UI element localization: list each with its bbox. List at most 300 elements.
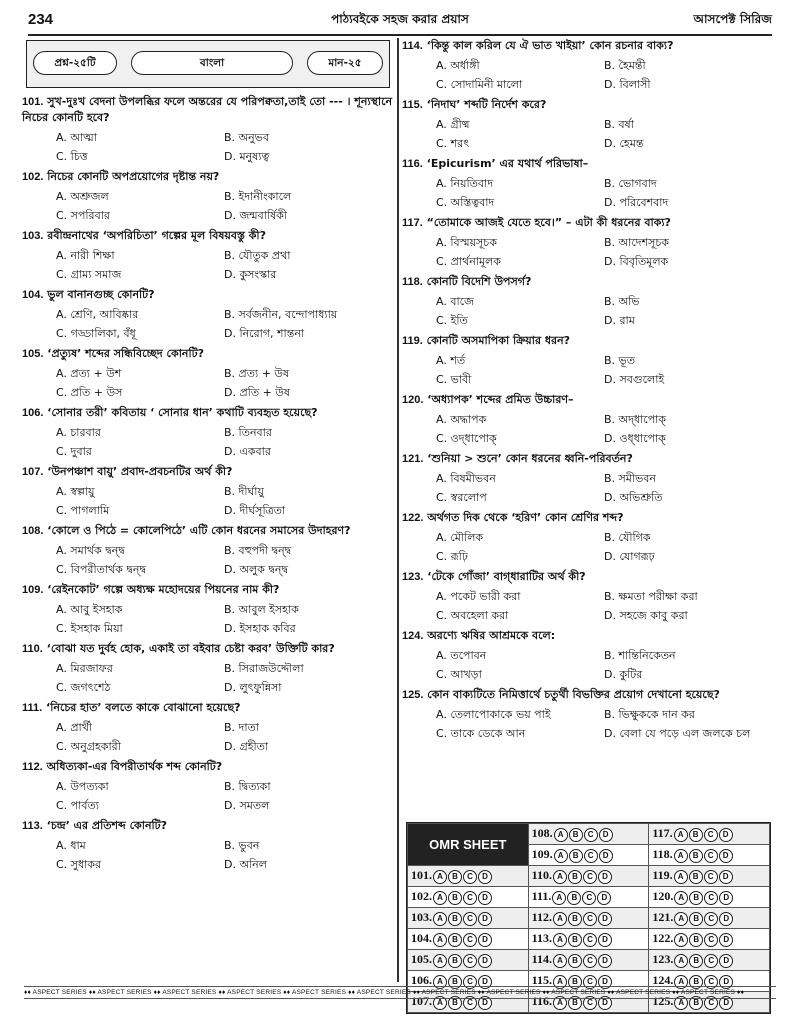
answer-bubble[interactable]: D <box>598 912 612 926</box>
answer-bubble[interactable]: D <box>478 891 492 905</box>
question-text <box>22 582 397 598</box>
question-stem: ‘কোলে ও পিঠে = কোলেপিঠে’ এটি কোন ধরনের সমাসের উদাহরণ? <box>47 524 351 537</box>
question-text <box>22 818 397 834</box>
answer-bubble[interactable]: C <box>704 975 718 989</box>
answer-bubble[interactable]: A <box>674 912 688 926</box>
question <box>22 641 397 695</box>
answer-option: B. শান্তিনিকেতন <box>604 649 676 662</box>
omr-question-number: 104. <box>411 931 432 946</box>
question-stem: ‘কিন্তু কাল করিল যে ঐ ভাত খাইয়া’ কোন রচনার বাক্য? <box>426 39 674 52</box>
option-grid <box>22 838 397 872</box>
omr-cell <box>528 824 649 845</box>
question-number: 113. <box>22 820 43 832</box>
omr-cell <box>649 908 770 929</box>
question-number: 107. <box>22 466 44 478</box>
answer-bubble[interactable]: C <box>704 912 718 926</box>
column-divider <box>397 38 399 982</box>
question <box>22 700 397 754</box>
question-text <box>22 228 397 244</box>
omr-question-number: 119. <box>652 868 673 883</box>
answer-option: B. ভূত <box>604 354 635 367</box>
answer-option: B. হৈমন্তী <box>604 59 646 72</box>
omr-question-number: 117. <box>652 826 673 841</box>
answer-bubble[interactable]: D <box>478 933 492 947</box>
omr-row <box>408 908 770 929</box>
answer-option: A. স্বল্পায়ু <box>56 485 95 498</box>
question-number: 115. <box>402 99 423 111</box>
question-stem: ‘Epicurism’ এর যথার্থ পরিভাষা– <box>426 157 589 170</box>
answer-bubble[interactable]: C <box>704 954 718 968</box>
question-stem: ‘চন্দ্র’ এর প্রতিশব্দ কোনটি? <box>46 819 168 832</box>
answer-option: A. মিরজাফর <box>56 662 113 675</box>
answer-bubble[interactable]: B <box>689 891 703 905</box>
answer-bubble[interactable]: A <box>674 954 688 968</box>
omr-cell <box>528 929 649 950</box>
answer-bubble[interactable]: D <box>719 975 733 989</box>
question-text <box>22 94 397 126</box>
omr-title: OMR SHEET <box>408 824 529 866</box>
answer-bubble[interactable]: D <box>478 870 492 884</box>
answer-option: A. প্রত্য + উশ <box>56 367 122 380</box>
question-text <box>402 510 774 526</box>
question-text <box>22 523 397 539</box>
answer-bubble[interactable]: B <box>448 954 462 968</box>
omr-row <box>408 866 770 887</box>
answer-bubble[interactable]: A <box>433 996 447 1010</box>
question-number: 120. <box>402 394 424 406</box>
omr-cell <box>408 908 529 929</box>
omr-question-number: 123. <box>652 952 674 967</box>
answer-bubble[interactable]: C <box>584 828 598 842</box>
option-grid <box>22 189 397 223</box>
answer-bubble[interactable]: C <box>583 933 597 947</box>
answer-bubble[interactable]: B <box>689 912 703 926</box>
answer-option: D. জন্মবার্ষিকী <box>224 209 287 222</box>
answer-option: C. সোদামিনী মালো <box>436 78 523 91</box>
answer-option: B. ইদানীংকালে <box>224 190 292 203</box>
question <box>22 228 397 282</box>
answer-option: B. যৌগিক <box>604 531 651 544</box>
question-number: 124. <box>402 630 424 642</box>
question <box>22 523 397 577</box>
question <box>22 818 397 872</box>
question-stem: অধিত্যকা-এর বিপরীতার্থক শব্দ কোনটি? <box>46 760 223 773</box>
question-stem: ‘সোনার তরী’ কবিতায় ‘ সোনার ধান’ কথাটি ব্যবহৃত হয়েছে? <box>47 406 318 419</box>
answer-bubble[interactable]: A <box>433 912 447 926</box>
question-number: 101. <box>22 96 44 108</box>
answer-bubble[interactable]: A <box>554 828 568 842</box>
answer-option: A. নারী শিক্ষা <box>56 249 115 262</box>
answer-bubble[interactable]: D <box>598 975 612 989</box>
answer-option: D. পরিবেশবাদ <box>604 196 669 209</box>
answer-bubble[interactable]: A <box>553 912 567 926</box>
answer-option: A. শর্ত <box>436 354 466 367</box>
answer-option: B. তিনবার <box>224 426 272 439</box>
question <box>402 274 774 328</box>
answer-bubble[interactable]: C <box>584 849 598 863</box>
question-number: 121. <box>402 453 424 465</box>
question-number: 103. <box>22 230 44 242</box>
option-grid <box>22 130 397 164</box>
answer-bubble[interactable]: B <box>569 849 583 863</box>
option-grid <box>402 353 774 387</box>
answer-bubble[interactable]: C <box>583 870 597 884</box>
omr-cell <box>528 887 649 908</box>
option-grid <box>402 117 774 151</box>
answer-bubble[interactable]: A <box>674 828 688 842</box>
omr-cell <box>649 824 770 845</box>
answer-bubble[interactable]: D <box>598 996 612 1010</box>
question-stem: ‘নিচের হাত’ বলতে কাকে বোঝানো হয়েছে? <box>46 701 241 714</box>
question-number: 117. <box>402 217 423 229</box>
answer-option: D. লুৎফুন্নিসা <box>224 681 282 694</box>
omr-cell <box>649 929 770 950</box>
answer-bubble[interactable]: A <box>553 870 567 884</box>
answer-bubble[interactable]: B <box>689 849 703 863</box>
omr-cell <box>408 950 529 971</box>
answer-bubble[interactable]: A <box>674 996 688 1010</box>
omr-cell <box>649 950 770 971</box>
question <box>402 392 774 446</box>
answer-bubble[interactable]: D <box>598 933 612 947</box>
question <box>22 346 397 400</box>
answer-option: C. জগৎশেঠ <box>56 681 111 694</box>
answer-option: B. অনুভব <box>224 131 269 144</box>
omr-question-number: 108. <box>531 826 553 841</box>
answer-option: C. সুধাকর <box>56 858 102 871</box>
answer-option: A. শ্রেণি, আবিষ্কার <box>56 308 139 321</box>
left-question-list <box>22 94 397 872</box>
omr-cell <box>528 845 649 866</box>
answer-option: B. সর্বজনীন, বন্দোপাধ্যায় <box>224 308 338 321</box>
answer-bubble[interactable]: C <box>463 996 477 1010</box>
answer-option: B. ভুবন <box>224 839 260 852</box>
page-header <box>28 6 772 36</box>
answer-bubble[interactable]: B <box>568 933 582 947</box>
answer-option: D. কুটির <box>604 668 643 681</box>
omr-question-number: 118. <box>652 847 673 862</box>
answer-bubble[interactable]: B <box>689 954 703 968</box>
answer-bubble[interactable]: B <box>448 891 462 905</box>
answer-option: C. আখড়া <box>436 668 482 681</box>
series-name: আসপেক্ট সিরিজ <box>693 12 772 26</box>
answer-bubble[interactable]: B <box>568 912 582 926</box>
question-number: 105. <box>22 348 44 360</box>
answer-option: B. আদেশসূচক <box>604 236 669 249</box>
answer-option: D. রাম <box>604 314 635 327</box>
answer-bubble[interactable]: B <box>568 975 582 989</box>
answer-bubble[interactable]: D <box>719 828 733 842</box>
answer-bubble[interactable]: B <box>569 828 583 842</box>
question <box>22 464 397 518</box>
question-text <box>402 687 774 703</box>
answer-bubble[interactable]: C <box>704 870 718 884</box>
answer-option: A. নিয়তিবাদ <box>436 177 494 190</box>
question-number: 119. <box>402 335 423 347</box>
left-column <box>22 38 397 877</box>
answer-option: B. বহুপদী দ্বন্দ্ব <box>224 544 292 557</box>
answer-bubble[interactable]: B <box>568 954 582 968</box>
option-grid <box>402 235 774 269</box>
question-stem: ‘টেকে গোঁজা’ বাগ্‌ধারাটির অর্থ কী? <box>427 570 586 583</box>
option-grid <box>22 366 397 400</box>
answer-bubble[interactable]: B <box>448 870 462 884</box>
question-text <box>402 451 774 467</box>
answer-bubble[interactable]: D <box>478 996 492 1010</box>
answer-option: A. প্রার্থী <box>56 721 92 734</box>
answer-bubble[interactable]: D <box>598 954 612 968</box>
answer-bubble[interactable]: C <box>583 912 597 926</box>
answer-option: C. প্রার্থনামূলক <box>436 255 501 268</box>
answer-bubble[interactable]: D <box>598 870 612 884</box>
question-text <box>22 346 397 362</box>
omr-row <box>408 950 770 971</box>
answer-bubble[interactable]: A <box>674 933 688 947</box>
option-grid <box>402 176 774 210</box>
answer-bubble[interactable]: D <box>719 954 733 968</box>
answer-option: D. মনুষ্যত্ব <box>224 150 270 163</box>
omr-question-number: 116. <box>531 994 552 1009</box>
answer-option: B. প্রত্য + উষ <box>224 367 290 380</box>
answer-option: A. অশ্রুজল <box>56 190 109 203</box>
answer-bubble[interactable]: D <box>599 828 613 842</box>
question-text <box>402 392 774 408</box>
answer-option: C. প্রতি + উস <box>56 386 123 399</box>
option-grid <box>402 412 774 446</box>
answer-bubble[interactable]: C <box>463 870 477 884</box>
answer-bubble[interactable]: A <box>433 891 447 905</box>
question-stem: সুখ-দুঃখ বেদনা উপলব্ধির ফলে অন্তরের যে পরিপক্বতা,তাই তো --- । শূন্যস্থানে নিচের কোনটি হবে? <box>22 95 393 124</box>
question-text <box>402 274 774 290</box>
answer-bubble[interactable]: A <box>674 975 688 989</box>
question-number: 110. <box>22 643 43 655</box>
question-stem: ‘নিদাঘ’ শব্দটি নির্দেশ করে? <box>426 98 547 111</box>
answer-option: A. তপোবন <box>436 649 487 662</box>
answer-bubble[interactable]: D <box>719 996 733 1010</box>
answer-bubble[interactable]: B <box>689 828 703 842</box>
answer-bubble[interactable]: C <box>463 891 477 905</box>
answer-option: A. বিষমীভবন <box>436 472 496 485</box>
omr-question-number: 101. <box>411 868 432 883</box>
question-text <box>402 215 774 231</box>
question <box>402 97 774 151</box>
question <box>402 333 774 387</box>
question-number: 106. <box>22 407 44 419</box>
option-grid <box>402 471 774 505</box>
answer-option: A. গ্রীষ্ম <box>436 118 470 131</box>
option-grid <box>22 543 397 577</box>
answer-option: C. রূঢ়ি <box>436 550 468 563</box>
answer-bubble[interactable]: C <box>463 954 477 968</box>
answer-option: D. গ্রহীতা <box>224 740 269 753</box>
answer-bubble[interactable]: D <box>478 975 492 989</box>
answer-bubble[interactable]: B <box>568 996 582 1010</box>
answer-option: C. স্বরলোপ <box>436 491 487 504</box>
answer-option: C. সপরিবার <box>56 209 110 222</box>
answer-bubble[interactable]: C <box>704 828 718 842</box>
question-text <box>22 641 397 657</box>
answer-bubble[interactable]: B <box>448 912 462 926</box>
omr-cell <box>528 908 649 929</box>
option-grid <box>22 484 397 518</box>
question <box>402 451 774 505</box>
question-number: 109. <box>22 584 44 596</box>
answer-bubble[interactable]: C <box>463 933 477 947</box>
answer-bubble[interactable]: C <box>583 954 597 968</box>
answer-bubble[interactable]: D <box>719 870 733 884</box>
question-stem: কোন বাক্যটিতে নিমিত্তার্থে চতুর্থী বিভক্তির প্রয়োগ দেখানো হয়েছে? <box>427 688 720 701</box>
answer-bubble[interactable]: A <box>433 933 447 947</box>
question-stem: অর্থগত দিক থেকে ‘হরিণ’ কোন শ্রেণির শব্দ? <box>427 511 624 524</box>
answer-bubble[interactable]: D <box>597 891 611 905</box>
answer-option: C. পাগলামি <box>56 504 110 517</box>
subject-box <box>26 40 390 88</box>
answer-option: C. বিপরীতার্থক দ্বন্দ্ব <box>56 563 147 576</box>
answer-option: B. আবুল ইসহাক <box>224 603 299 616</box>
question-text <box>22 464 397 480</box>
omr-cell <box>649 866 770 887</box>
option-grid <box>402 648 774 682</box>
option-grid <box>22 602 397 636</box>
question-text <box>402 628 774 644</box>
answer-bubble[interactable]: A <box>553 996 567 1010</box>
question <box>402 38 774 92</box>
answer-bubble[interactable]: D <box>719 849 733 863</box>
answer-bubble[interactable]: D <box>719 891 733 905</box>
answer-option: A. বিস্ময়সূচক <box>436 236 497 249</box>
question-text <box>22 405 397 421</box>
answer-option: C. অবহেলা করা <box>436 609 509 622</box>
answer-option: D. নিরোগ, শান্তনা <box>224 327 305 340</box>
question <box>22 94 397 164</box>
option-grid <box>402 707 774 741</box>
omr-question-number: 109. <box>531 847 553 862</box>
question-number: 112. <box>22 761 43 773</box>
answer-bubble[interactable]: B <box>689 870 703 884</box>
answer-bubble[interactable]: D <box>478 912 492 926</box>
answer-bubble[interactable]: D <box>478 954 492 968</box>
answer-bubble[interactable]: B <box>689 996 703 1010</box>
answer-option: B. দ্বিত্যকা <box>224 780 271 793</box>
answer-bubble[interactable]: A <box>433 870 447 884</box>
question-number: 125. <box>402 689 424 701</box>
answer-bubble[interactable]: C <box>463 912 477 926</box>
answer-bubble[interactable]: D <box>719 912 733 926</box>
answer-bubble[interactable]: B <box>689 975 703 989</box>
right-column <box>402 38 774 746</box>
question <box>22 759 397 813</box>
answer-bubble[interactable]: A <box>553 954 567 968</box>
answer-bubble[interactable]: A <box>433 975 447 989</box>
answer-bubble[interactable]: B <box>448 996 462 1010</box>
answer-bubble[interactable]: C <box>704 891 718 905</box>
answer-bubble[interactable]: A <box>553 975 567 989</box>
answer-option: C. ভাবী <box>436 373 472 386</box>
answer-option: D. প্রতি + উষ <box>224 386 290 399</box>
omr-cell <box>408 866 529 887</box>
question <box>402 687 774 741</box>
answer-bubble[interactable]: D <box>719 933 733 947</box>
answer-bubble[interactable]: A <box>552 891 566 905</box>
answer-option: C. অনুগ্রহকারী <box>56 740 121 753</box>
question-text <box>22 700 397 716</box>
answer-option: C. অস্তিত্ববাদ <box>436 196 495 209</box>
answer-bubble[interactable]: B <box>448 975 462 989</box>
answer-option: C. ওদ্‌ধাপোক্ <box>436 432 497 445</box>
answer-bubble[interactable]: A <box>674 870 688 884</box>
answer-option: A. ধাম <box>56 839 86 852</box>
answer-option: D. যোগরূঢ় <box>604 550 655 563</box>
question-text <box>402 97 774 113</box>
answer-bubble[interactable]: C <box>583 975 597 989</box>
question-text <box>22 287 397 303</box>
answer-bubble[interactable]: A <box>433 954 447 968</box>
answer-option: A. আবু ইসহাক <box>56 603 123 616</box>
omr-question-number: 113. <box>531 931 552 946</box>
answer-option: B. ভিক্ষুককে দান কর <box>604 708 695 721</box>
omr-question-number: 121. <box>652 910 674 925</box>
question <box>22 287 397 341</box>
answer-bubble[interactable]: C <box>704 996 718 1010</box>
omr-question-number: 115. <box>531 973 552 988</box>
question <box>402 215 774 269</box>
answer-option: D. কুসংস্কার <box>224 268 277 281</box>
question-number: 123. <box>402 571 424 583</box>
question-number: 114. <box>402 40 423 52</box>
question-stem: ‘বোঝা যত দুর্বহ হোক, একাই তা বইবার চেষ্টা করব’ উক্তিটি কার? <box>46 642 335 655</box>
answer-bubble[interactable]: D <box>599 849 613 863</box>
answer-bubble[interactable]: C <box>704 933 718 947</box>
answer-option: D. দীর্ঘসূত্রিতা <box>224 504 286 517</box>
answer-bubble[interactable]: C <box>463 975 477 989</box>
omr-cell <box>408 929 529 950</box>
answer-option: C. পার্বত্য <box>56 799 99 812</box>
answer-bubble[interactable]: A <box>674 849 688 863</box>
answer-bubble[interactable]: A <box>553 933 567 947</box>
answer-option: A. মৌলিক <box>436 531 484 544</box>
answer-bubble[interactable]: B <box>689 933 703 947</box>
answer-bubble[interactable]: B <box>567 891 581 905</box>
question-stem: ‘উনপঞ্চাশ বায়ু’ প্রবাদ-প্রবচনটির অর্থ কী? <box>47 465 233 478</box>
option-grid <box>402 58 774 92</box>
question-text <box>402 156 774 172</box>
omr-question-number: 114. <box>531 952 552 967</box>
question-number: 104. <box>22 289 44 301</box>
answer-bubble[interactable]: C <box>583 996 597 1010</box>
option-grid <box>22 307 397 341</box>
answer-bubble[interactable]: A <box>674 891 688 905</box>
answer-option: C. শরৎ <box>436 137 470 150</box>
omr-cell <box>408 887 529 908</box>
option-grid <box>402 294 774 328</box>
omr-question-number: 112. <box>531 910 552 925</box>
answer-bubble[interactable]: C <box>582 891 596 905</box>
answer-option: D. বিলাসী <box>604 78 651 91</box>
answer-option: D. বিবৃতিমূলক <box>604 255 669 268</box>
answer-bubble[interactable]: A <box>554 849 568 863</box>
omr-cell <box>649 887 770 908</box>
answer-bubble[interactable]: C <box>704 849 718 863</box>
question-stem: ‘শুনিয়া > শুনে’ কোন ধরনের ধ্বনি-পরিবর্তন? <box>427 452 633 465</box>
answer-bubble[interactable]: B <box>568 870 582 884</box>
answer-option: B. দাতা <box>224 721 259 734</box>
question-text <box>402 569 774 585</box>
question-stem: রবীন্দ্রনাথের ‘অপরিচিতা’ গল্পের মূল বিষয়বস্তু কী? <box>47 229 266 242</box>
answer-option: C. চিত্ত <box>56 150 88 163</box>
answer-option: A. অর্ধাঙ্গী <box>436 59 480 72</box>
answer-option: A. আত্মা <box>56 131 97 144</box>
answer-bubble[interactable]: B <box>448 933 462 947</box>
